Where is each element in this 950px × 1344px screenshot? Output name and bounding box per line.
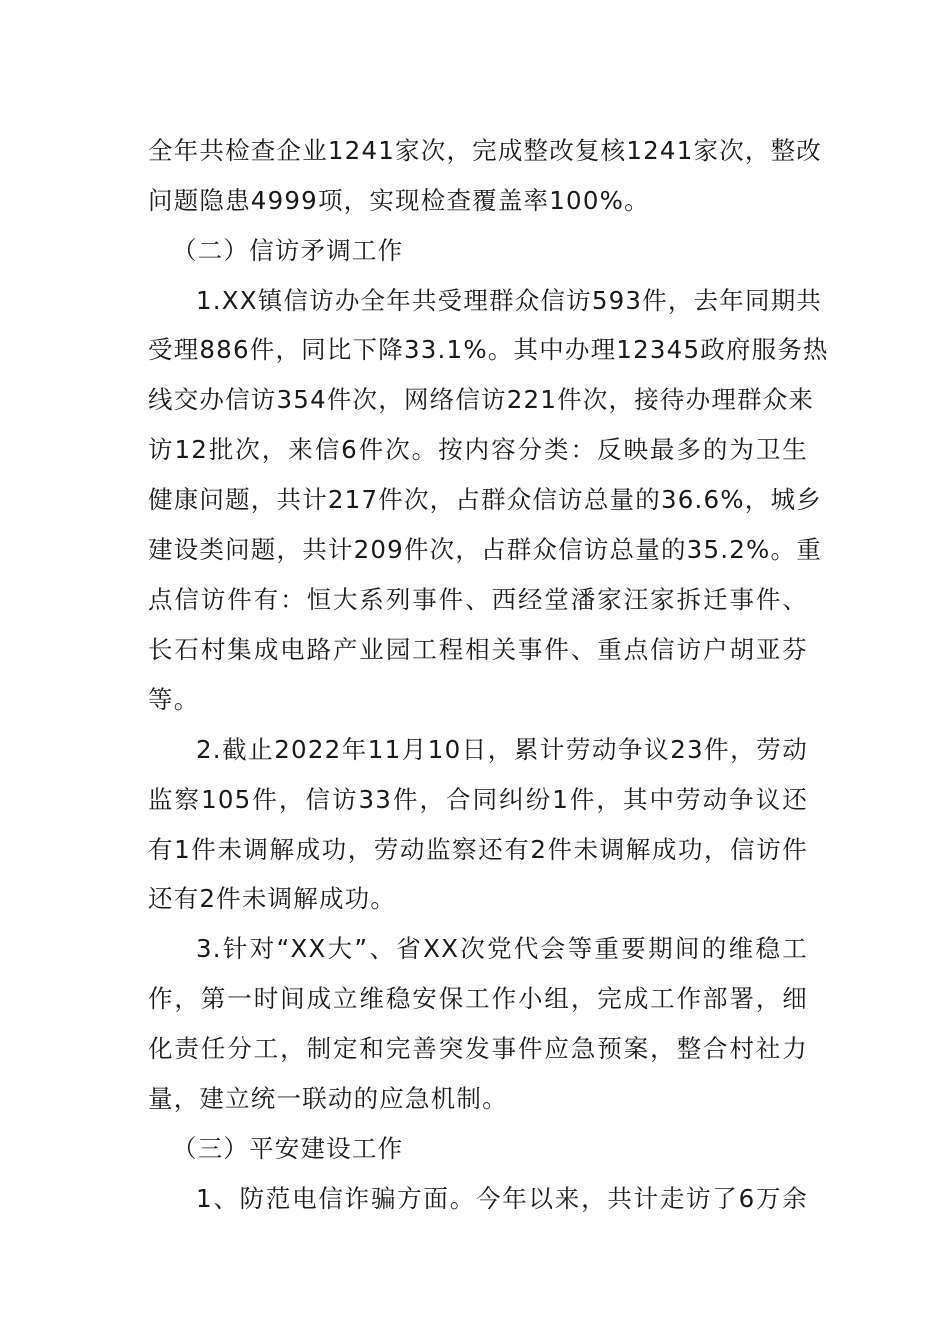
paragraph-line: 化责任分工，制定和完善突发事件应急预案，整合村社力 — [148, 1034, 808, 1063]
paragraph-line: 健康问题，共计217件次，占群众信访总量的36.6%，城乡 — [148, 485, 822, 514]
paragraph-line: 2.截止2022年11月10日，累计劳动争议23件，劳动 — [196, 735, 808, 764]
paragraph-line: 还有2件未调解成功。 — [148, 884, 397, 913]
paragraph-line: 作，第一时间成立维稳安保工作小组，完成工作部署，细 — [148, 984, 808, 1013]
paragraph-line: 建设类问题，共计209件次，占群众信访总量的35.2%。重 — [148, 535, 822, 564]
paragraph-line: 全年共检查企业1241家次，完成整改复核1241家次，整改 — [148, 136, 822, 165]
paragraph-line: 量，建立统一联动的应急机制。 — [148, 1084, 508, 1113]
paragraph-line: 监察105件，信访33件，合同纠纷1件，其中劳动争议还 — [148, 785, 808, 814]
section-heading: （二）信访矛调工作 — [172, 236, 404, 265]
paragraph-line: 点信访件有：恒大系列事件、西经堂潘家汪家拆迁事件、 — [148, 585, 808, 614]
paragraph-line: 等。 — [148, 685, 200, 714]
paragraph-line: 1、防范电信诈骗方面。今年以来，共计走访了6万余 — [196, 1184, 808, 1213]
section-heading: （三）平安建设工作 — [172, 1134, 404, 1163]
paragraph-line: 3.针对“XX大”、省XX次党代会等重要期间的维稳工 — [196, 934, 808, 963]
paragraph-line: 线交办信访354件次，网络信访221件次，接待办理群众来 — [148, 385, 815, 414]
paragraph-line: 受理886件，同比下降33.1%。其中办理12345政府服务热 — [148, 335, 829, 364]
paragraph-line: 有1件未调解成功，劳动监察还有2件未调解成功，信访件 — [148, 835, 808, 864]
paragraph-line: 1.XX镇信访办全年共受理群众信访593件，去年同期共 — [196, 286, 823, 315]
paragraph-line: 长石村集成电路产业园工程相关事件、重点信访户胡亚芬 — [148, 635, 808, 664]
paragraph-line: 问题隐患4999项，实现检查覆盖率100%。 — [148, 186, 650, 215]
paragraph-line: 访12批次，来信6件次。按内容分类：反映最多的为卫生 — [148, 435, 808, 464]
